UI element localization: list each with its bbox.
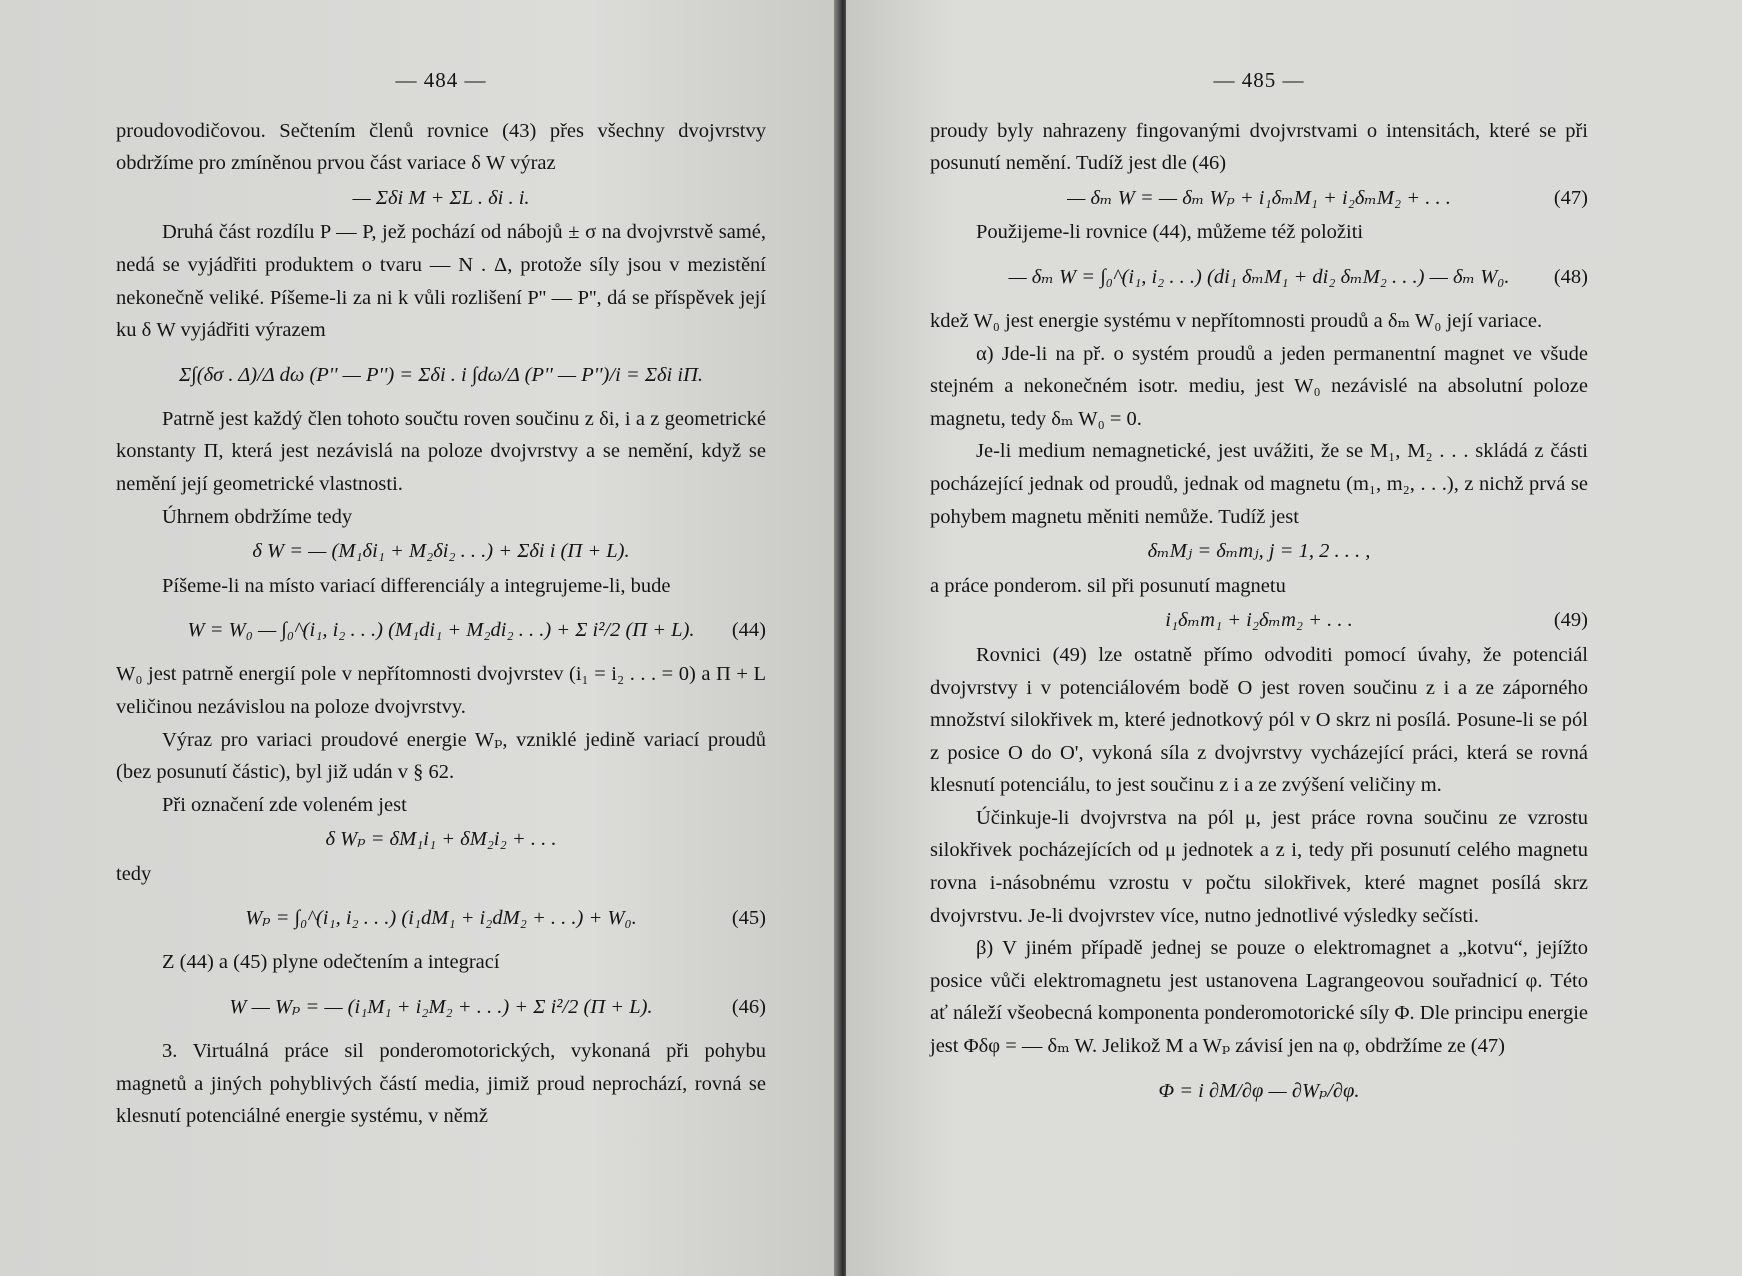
equation-45: [116, 892, 766, 944]
paragraph: Z (44) a (45) plyne odečtením a integrací: [162, 951, 500, 974]
equation-number: (45): [731, 907, 766, 930]
page-number-right: — 485 —: [1213, 68, 1305, 92]
equation-48: [930, 251, 1588, 303]
equation-number: (49): [1553, 609, 1588, 632]
paragraph: α) Jde-li na př. o systém proudů a jeden permanentní magnet ve všude stejném a nekonečném isotr. mediu, jest W₀ nezávislé na absolutní poloze magnetu, tedy δₘ W₀ = 0.: [930, 342, 1588, 430]
equation-number: (47): [1553, 186, 1588, 209]
equation-49: [930, 604, 1588, 637]
paragraph: a práce ponderom. sil při posunutí magnetu: [930, 574, 1286, 597]
paragraph: proudovodičovou. Sečtením členů rovnice (43) přes všechny dvojvrstvy obdržíme pro zmíněnou prvou část variace δ W výraz: [116, 119, 766, 175]
paragraph: Je-li medium nemagnetické, jest uvážiti, že se M₁, M₂ . . . skládá z části pocházející jednak od proudů, jednak od magnetu (m₁, m₂, . . .), z nichž prvá se pohybem magnetu měniti nemůže. Tudíž jest: [930, 440, 1588, 528]
equation: δ W = — (M₁δi₁ + M₂δi₂ . . .) + Σδi i (Π + L).: [252, 540, 630, 563]
equation-number: (44): [731, 619, 766, 642]
equation: — Σδi M + ΣL . δi . i.: [352, 186, 530, 209]
paragraph: tedy: [116, 862, 152, 885]
equation: δₘMⱼ = δₘmⱼ, j = 1, 2 . . . ,: [1147, 540, 1371, 563]
equation: Σ∫(δσ . Δ)/Δ dω (P'' — P'') = Σδi . i ∫dω/Δ (P'' — P'')/i = Σδi iΠ.: [178, 363, 704, 386]
equation-body: — δₘ W = — δₘ Wₚ + i₁δₘM₁ + i₂δₘM₂ + . . .: [1067, 186, 1451, 209]
paragraph: β) V jiném případě jednej se pouze o elektromagnet a „kotvu“, jejížto posice vůči elektromagnetu jest ustanovena Lagrangeovou souřadnicí φ. Této ať náleží všeobecná komponenta ponderomotorické síly Φ. Dle principu energie jest Φδφ = — δₘ W. Jelikož M a Wₚ závisí jen na φ, obdržíme ze (47): [930, 937, 1588, 1058]
equation-number: (48): [1553, 265, 1588, 288]
paragraph: Použijeme-li rovnice (44), můžeme též položiti: [976, 221, 1364, 244]
paragraph: 3. Virtuálná práce sil ponderomotorických, vykonaná při pohybu magnetů a jiných pohyblivých částí media, jimiž proud neprochází, rovná se klesnutí potenciálné energie systému, v němž: [116, 1040, 766, 1128]
left-column: [116, 64, 766, 1133]
page-number-left: — 484 —: [395, 68, 487, 92]
right-column: [930, 64, 1588, 1119]
equation-body: i₁δₘm₁ + i₂δₘm₂ + . . .: [1165, 609, 1353, 632]
equation: δ Wₚ = δM₁i₁ + δM₂i₂ + . . .: [325, 828, 557, 851]
paragraph: kdež W₀ jest energie systému v nepřítomnosti proudů a δₘ W₀ její variace.: [930, 309, 1543, 332]
paragraph: Druhá část rozdílu P — P, jež pochází od nábojů ± σ na dvojvrstvě samé, nedá se vyjádřiti produktem o tvaru — N . Δ, protože síly jsou v mezistění nekonečně veliké. Píšeme-li za ni k vůli rozlišení P'' — P'', dá se příspěvek její ku δ W vyjádřiti výrazem: [116, 221, 766, 342]
left-page: [0, 0, 840, 1276]
right-page: [846, 0, 1742, 1276]
paragraph: Píšeme-li na místo variací differenciály a integrujeme-li, bude: [162, 574, 671, 597]
paragraph: Úhrnem obdržíme tedy: [162, 505, 353, 528]
paragraph: W₀ jest patrně energií pole v nepřítomnosti dvojvrstev (i₁ = i₂ . . . = 0) a Π + L veličinou nezávislou na poloze dvojvrstvy.: [116, 663, 766, 718]
equation-body: W = W₀ — ∫₀^(i₁, i₂ . . .) (M₁di₁ + M₂di₂ . . .) + Σ i²/2 (Π + L).: [187, 619, 695, 642]
paragraph: proudy byly nahrazeny fingovanými dvojvrstvami o intensitách, které se při posunutí nemění. Tudíž jest dle (46): [930, 119, 1588, 175]
equation: Φ = i ∂M/∂φ — ∂Wₚ/∂φ.: [1158, 1079, 1360, 1102]
equation-44: [116, 604, 766, 656]
equation-body: W — Wₚ = — (i₁M₁ + i₂M₂ + . . .) + Σ i²/2 (Π + L).: [229, 996, 653, 1019]
equation-number: (46): [731, 996, 766, 1019]
equation-body: — δₘ W = ∫₀^(i₁, i₂ . . .) (di₁ δₘM₁ + di₂ δₘM₂ . . .) — δₘ W₀.: [1008, 265, 1510, 288]
paragraph: Výraz pro variaci proudové energie Wₚ, vzniklé jedině variací proudů (bez posunutí částic), byl již udán v § 62.: [116, 728, 766, 784]
equation-47: [930, 182, 1588, 215]
equation-body: Wₚ = ∫₀^(i₁, i₂ . . .) (i₁dM₁ + i₂dM₂ + . . .) + W₀.: [245, 907, 637, 930]
equation-46: [116, 981, 766, 1033]
paragraph: Při označení zde voleném jest: [162, 793, 407, 816]
paragraph: Rovnici (49) lze ostatně přímo odvoditi pomocí úvahy, že potenciál dvojvrstvy i v potenciálovém bodě O jest roven součinu z i a ze záporného množství silokřivek m, které jednotkový pól v O skrz ni posílá. Posune-li se pól z posice O do O', vykoná síla z dvojvrstvy vycházející práci, která se rovná klesnutí potenciálu, to jest součinu z i a ze zvýšení veličiny m.: [930, 643, 1588, 797]
paragraph: Patrně jest každý člen tohoto součtu roven součinu z δi, i a z geometrické konstanty Π, která jest nezávislá na poloze dvojvrstvy a se nemění, když se nemění její geometrické vlastnosti.: [116, 407, 766, 495]
paragraph: Účinkuje-li dvojvrstva na pól μ, jest práce rovna součinu ze vzrostu silokřivek pocházejících od μ jednotek a z i, tedy při posunutí celého magnetu rovna i-násobnému vzrostu v počtu silokřivek, které magnet posílá skrz dvojvrstvu. Je-li dvojvrstev více, nutno jednotlivé výsledky sečísti.: [930, 806, 1588, 927]
